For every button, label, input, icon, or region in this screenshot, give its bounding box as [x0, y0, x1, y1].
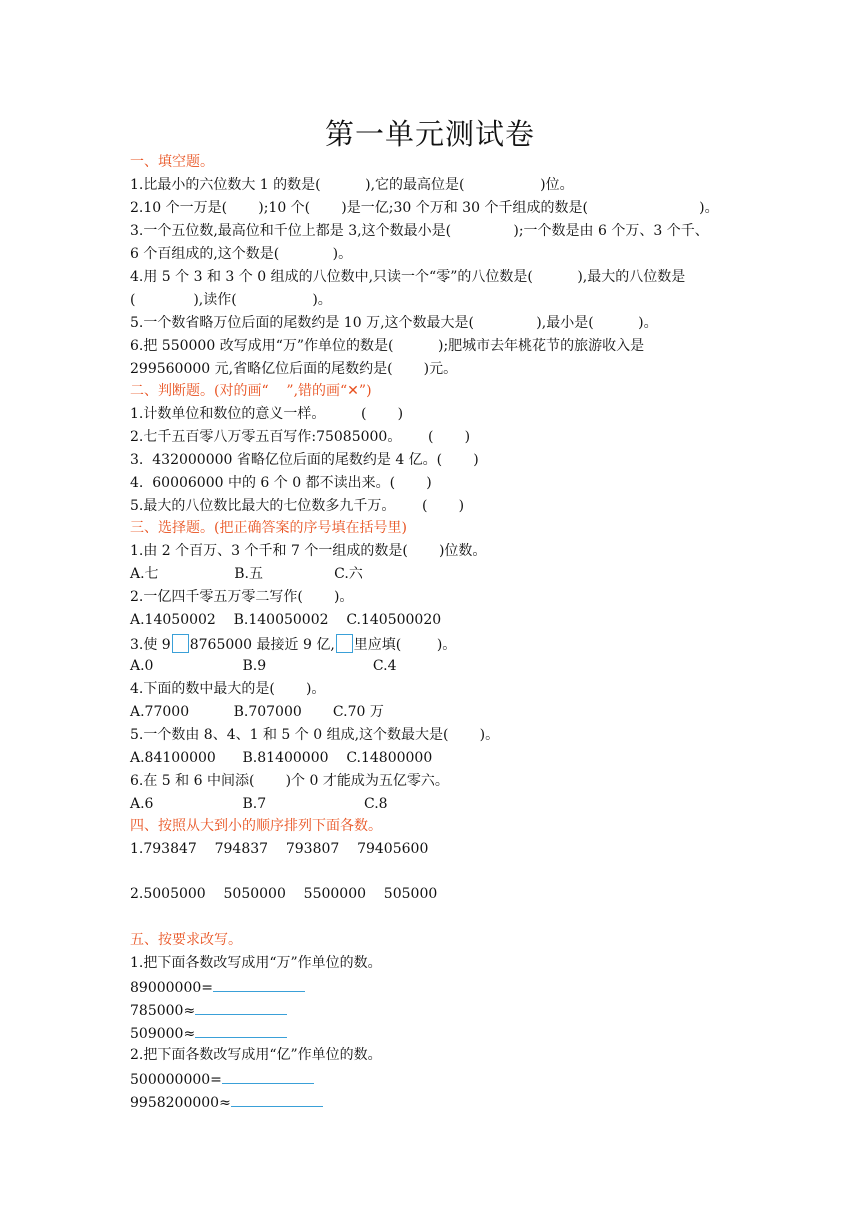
- question-text-part: 3.使 9: [130, 637, 171, 653]
- rewrite-number: 509000≈: [130, 1026, 196, 1042]
- question-text: 6 个百组成的,这个数是( )。: [130, 246, 353, 262]
- rewrite-item: [130, 1023, 287, 1043]
- answer-box[interactable]: [172, 634, 189, 653]
- question-text: 6.在 5 和 6 中间添( )个 0 才能成为五亿零六。: [130, 773, 449, 789]
- question-text: 1.比最小的六位数大 1 的数是( ),它的最高位是( )位。: [130, 177, 574, 193]
- answer-options: A.84100000 B.81400000 C.14800000: [130, 750, 433, 766]
- question-text: [130, 634, 456, 654]
- section-heading-choice: 三、选择题。(把正确答案的序号填在括号里): [130, 520, 407, 536]
- question-text: 4.用 5 个 3 和 3 个 0 组成的八位数中,只读一个“零”的八位数是( ),最大的八位数是: [130, 269, 686, 285]
- answer-blank[interactable]: [195, 1000, 287, 1015]
- answer-blank[interactable]: [231, 1092, 323, 1107]
- rewrite-number: 9958200000≈: [130, 1095, 231, 1111]
- question-text: 4.下面的数中最大的是( )。: [130, 681, 326, 697]
- rewrite-item: [130, 1092, 323, 1112]
- question-text: 2.10 个一万是( );10 个( )是一亿;30 个万和 30 个千组成的数是( )。: [130, 200, 719, 216]
- rewrite-number: 89000000=: [130, 980, 213, 996]
- question-text: 2.5005000 5050000 5500000 505000: [130, 886, 438, 902]
- question-text: 299560000 元,省略亿位后面的尾数约是( )元。: [130, 361, 458, 377]
- answer-options: A.77000 B.707000 C.70 万: [130, 704, 384, 720]
- section-heading-judgement: 二、判断题。(对的画“ ”,错的画“✕”): [130, 383, 372, 399]
- rewrite-item: [130, 1069, 314, 1089]
- question-text: 1.把下面各数改写成用“万”作单位的数。: [130, 955, 382, 971]
- question-text: 2.一亿四千零五万零二写作( )。: [130, 589, 354, 605]
- answer-options: A.14050002 B.140050002 C.140500020: [130, 612, 442, 628]
- section-heading-fill-blank: 一、填空题。: [130, 154, 214, 170]
- question-text: 5.最大的八位数比最大的七位数多九千万。 ( ): [130, 498, 465, 514]
- section-heading-rewrite: 五、按要求改写。: [130, 932, 242, 948]
- answer-options: A.0 B.9 C.4: [130, 658, 397, 674]
- answer-blank[interactable]: [195, 1023, 287, 1038]
- question-text: 5.一个数由 8、4、1 和 5 个 0 组成,这个数最大是( )。: [130, 727, 500, 743]
- question-text-part: 8765000 最接近 9 亿,: [189, 637, 335, 653]
- question-text-part: 里应填( )。: [353, 637, 457, 653]
- question-text: 2.把下面各数改写成用“亿”作单位的数。: [130, 1047, 382, 1063]
- rewrite-number: 785000≈: [130, 1003, 196, 1019]
- question-text: 1.计数单位和数位的意义一样。 ( ): [130, 406, 404, 422]
- answer-blank[interactable]: [213, 977, 305, 992]
- page-title: 第一单元测试卷: [324, 117, 535, 151]
- question-text: 5.一个数省略万位后面的尾数约是 10 万,这个数最大是( ),最小是( )。: [130, 315, 658, 331]
- question-text: 1.由 2 个百万、3 个千和 7 个一组成的数是( )位数。: [130, 543, 487, 559]
- section-heading-ordering: 四、按照从大到小的顺序排列下面各数。: [130, 818, 382, 834]
- answer-options: A.6 B.7 C.8: [130, 796, 388, 812]
- answer-box[interactable]: [336, 634, 353, 653]
- question-text: 6.把 550000 改写成用“万”作单位的数是( );肥城市去年桃花节的旅游收入是: [130, 338, 645, 354]
- question-text: ( ),读作( )。: [130, 292, 332, 308]
- question-text: 2.七千五百零八万零五百写作:75085000。 ( ): [130, 429, 471, 445]
- question-text: 4. 60006000 中的 6 个 0 都不读出来。( ): [130, 475, 432, 491]
- answer-options: A.七 B.五 C.六: [130, 566, 363, 582]
- rewrite-item: [130, 977, 305, 997]
- question-text: 3. 432000000 省略亿位后面的尾数约是 4 亿。( ): [130, 452, 479, 468]
- rewrite-number: 500000000=: [130, 1072, 222, 1088]
- rewrite-item: [130, 1000, 287, 1020]
- question-text: 3.一个五位数,最高位和千位上都是 3,这个数最小是( );一个数是由 6 个万、3 个千、: [130, 223, 709, 239]
- answer-blank[interactable]: [222, 1069, 314, 1084]
- question-text: 1.793847 794837 793807 79405600: [130, 841, 429, 857]
